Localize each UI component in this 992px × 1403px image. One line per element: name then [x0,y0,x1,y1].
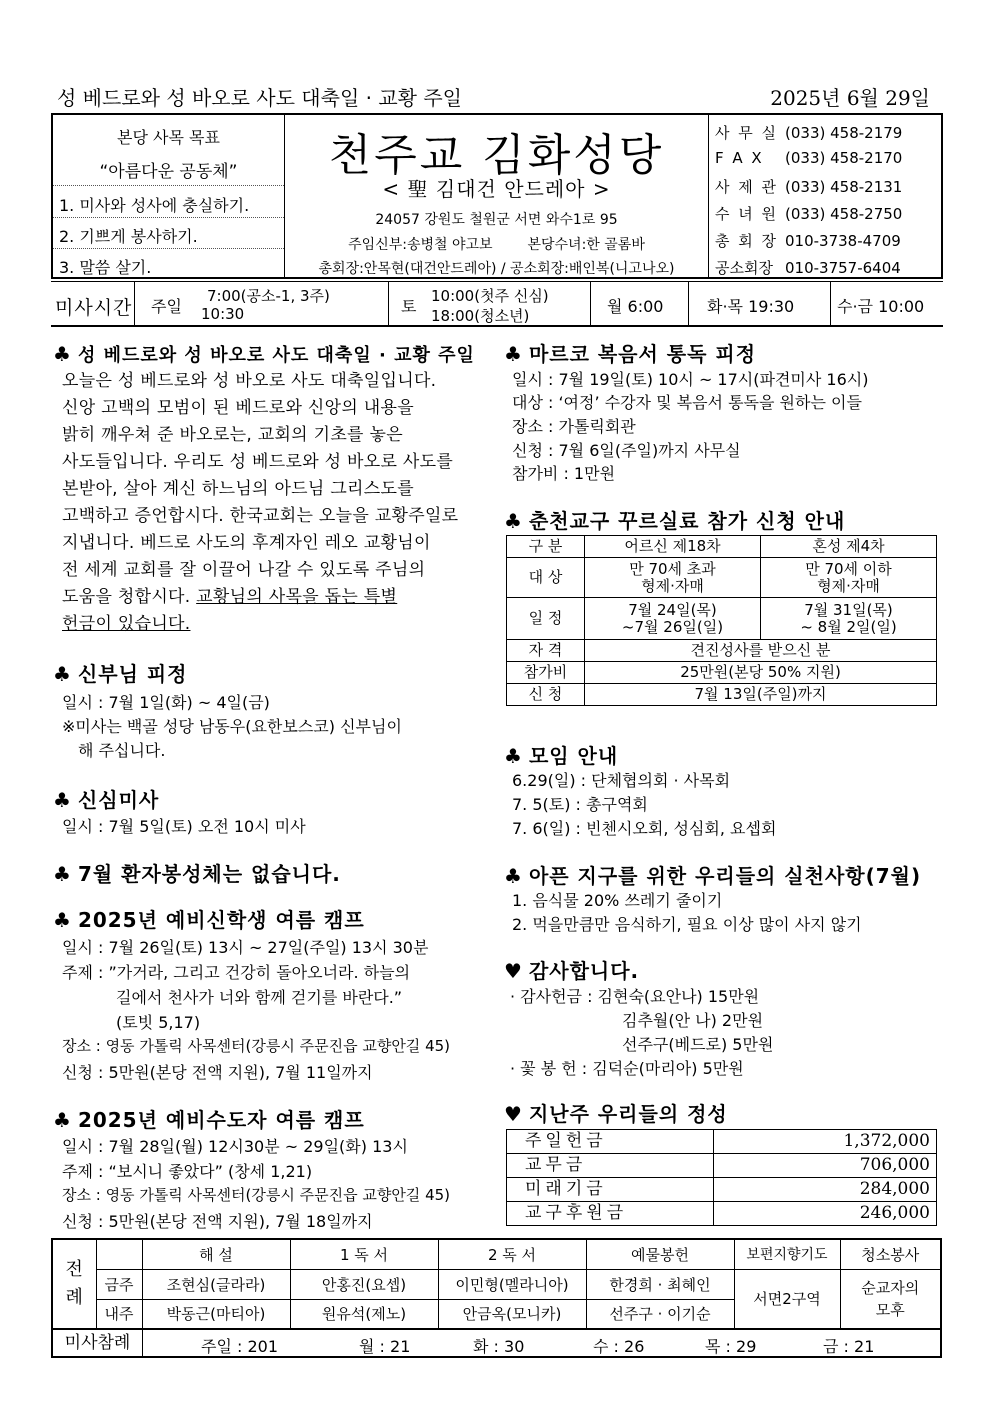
offering-value: 1,372,000 [714,1130,937,1154]
service-cell: 원유석(제노) [290,1299,438,1329]
section-title-devotion: ♣ 신심미사 [53,788,160,812]
sunday-time-2: 10:30 [201,305,245,323]
club-icon: ♣ [504,744,523,768]
table-row-label: 대 상 [507,558,585,598]
camp-apply: 신청 : 5만원(본당 전액 지원), 7월 11일까지 [62,1063,373,1082]
contact-number: (033) 458-2750 [785,205,903,223]
club-icon: ♣ [53,1108,72,1132]
table-header: 구 분 [507,536,585,558]
earth-item: 2. 먹을만큼만 음식하기, 필요 이상 많이 사지 않기 [512,915,862,934]
goal-divider [53,248,284,249]
contact-number: (033) 458-2170 [785,149,903,167]
retreat-date: 일시 : 7월 1일(화) ~ 4일(금) [62,693,270,712]
saturday-time-2: 18:00(청소년) [431,307,530,325]
paragraph-line: 본받아, 살아 계신 하느님의 아드님 그리스도를 [62,479,414,499]
paragraph-line: 신앙 고백의 모범이 된 베드로와 신앙의 내용을 [62,398,414,418]
camp-theme: 길에서 천사가 너와 함께 걷기를 바란다.” [116,988,403,1007]
wed-fri-mass [831,282,939,325]
attendance-sunday: 주일 : 201 [201,1337,279,1356]
service-cell: 한경희 · 최혜인 [586,1269,734,1299]
tue-thu-mass [689,282,831,325]
offering-label: 교구후원금 [507,1202,714,1226]
attendance-label: 미사참례 [53,1329,143,1356]
retreat-note: 해 주십니다. [78,741,166,760]
section-title-offering: ♥ 지난주 우리들의 정성 [504,1102,728,1126]
club-icon: ♣ [53,342,72,366]
contact-label: F A X [715,149,764,167]
thanks-item: 선주구(베드로) 5만원 [622,1035,774,1054]
earth-item: 1. 음식물 20% 쓰레기 줄이기 [512,891,723,910]
contact-label: 공소회장 [715,259,773,277]
goal-slogan: “아름다운 공동체” [99,162,238,182]
camp-theme: (토빗 5,17) [116,1013,201,1032]
mass-attendance [51,1328,942,1358]
mark-info: 대상 : ‘여정’ 수강자 및 복음서 통독을 원하는 이들 [512,393,862,412]
saturday-mass [389,282,591,325]
contact-row [715,230,901,251]
offering-value: 706,000 [714,1154,937,1178]
monday-time: 월 6:00 [607,297,664,316]
table-header: 1 독 서 [290,1239,438,1269]
mass-times-label-cell [51,282,135,325]
table-header: 해 설 [142,1239,290,1269]
heart-icon: ♥ [504,1102,523,1126]
council-presidents: 총회장:안목현(대건안드레아) / 공소회장:배인복(니고나오) [318,261,675,277]
mark-info: 장소 : 가톨릭회관 [512,417,636,436]
pastoral-goals [53,115,285,277]
paragraph-line: 고백하고 증언합시다. 한국교회는 오늘을 교황주일로 [62,506,459,526]
section-title-thanks: ♥ 감사합니다. [504,959,640,983]
service-cell: 박동근(마티아) [142,1299,290,1329]
thanks-item: · 감사헌금 : 김현숙(요안나) 15만원 [510,987,760,1006]
club-icon: ♣ [53,862,72,886]
blank-cell [96,1239,142,1269]
cursillo-table [506,535,937,706]
contact-row [715,203,902,224]
section-title-religious-camp: ♣ 2025년 예비수도자 여름 캠프 [53,1108,365,1132]
goal-item: 3. 말씀 살기. [59,258,152,277]
special-collection-notice: 헌금이 있습니다. [62,614,191,634]
paragraph-line: 전 세계 교회를 잘 이끌어 나갈 수 있도록 주님의 [62,560,426,580]
retreat-note: ※미사는 백골 성당 남동우(요한보스코) 신부님이 [62,717,402,736]
contact-label: 총 회 장 [715,232,779,250]
paragraph-line: 밝히 깨우쳐 준 바오로는, 교회의 기초를 놓은 [62,425,403,445]
table-cell: 25만원(본당 50% 지원) [585,662,937,684]
feast-title-top: 성 베드로와 성 바오로 사도 대축일 · 교황 주일 [57,86,462,110]
section-title-earth: ♣ 아픈 지구를 위한 우리들의 실천사항(7월) [504,864,922,888]
offering-label: 주일헌금 [507,1130,714,1154]
clergy-info [285,234,708,254]
mass-times [51,281,943,327]
table-header: 청소봉사 [840,1239,941,1269]
table-header: 보편지향기도 [734,1239,840,1269]
table-header: 2 독 서 [438,1239,586,1269]
camp-theme: 주제 : “보시니 좋았다” (창세 1,21) [62,1162,313,1181]
saturday-label: 토 [401,297,417,316]
church-name: 천주교 김화성당 [328,130,665,181]
sunday-label: 주일 [151,297,182,316]
service-cell: 안홍진(요셉) [290,1269,438,1299]
section-title-cursillo: ♣ 춘천교구 꾸르실료 참가 신청 안내 [504,509,846,533]
section-title-mark-retreat: ♣ 마르코 복음서 통독 피정 [504,342,757,366]
church-info [285,115,709,277]
pastor: 주임신부:송병철 야고보 [348,237,493,253]
service-cell: 안금옥(모니카) [438,1299,586,1329]
club-icon: ♣ [53,788,72,812]
church-address: 24057 강원도 철원군 서면 와수1로 95 [375,212,618,228]
table-header: 어르신 제18차 [585,536,761,558]
monday-mass [591,282,689,325]
table-row-label: 일 정 [507,598,585,640]
feast-paragraph [62,368,458,638]
meeting-item: 7. 6(일) : 빈첸시오회, 성심회, 요셉회 [512,819,777,838]
club-icon: ♣ [504,509,523,533]
service-cell: 선주구 · 이기순 [586,1299,734,1329]
bulletin-header [51,113,943,279]
table-cell: 만 70세 초과 형제·자매 [585,558,761,598]
section-title-feast: ♣ 성 베드로와 성 바오로 사도 대축일 · 교황 주일 [53,342,475,366]
thanks-item: · 꽃 봉 헌 : 김덕순(마리아) 5만원 [510,1059,744,1078]
service-cell: 이민형(멜라니아) [438,1269,586,1299]
sunday-time-1: 7:00(공소-1, 3주) [207,287,330,305]
table-cell: 견진성사를 받으신 분 [585,640,937,662]
table-header: 예물봉헌 [586,1239,734,1269]
sunday-mass [135,282,389,325]
club-icon: ♣ [504,342,523,366]
table-row-label: 신 청 [507,684,585,706]
contact-label: 수 녀 원 [715,205,779,223]
section-title-meetings: ♣ 모임 안내 [504,744,619,768]
goal-divider [53,217,284,218]
contact-number: 010-3757-6404 [785,259,901,277]
mass-times-label: 미사시간 [55,297,133,319]
service-cell: 조현심(글라라) [142,1269,290,1299]
devotion-date: 일시 : 7월 5일(토) 오전 10시 미사 [62,817,306,836]
sister: 본당수녀:한 골롬바 [527,237,645,253]
contact-row [715,257,901,278]
club-icon: ♣ [53,908,72,932]
table-cell: 7월 31일(목) ~ 8월 2일(일) [761,598,937,640]
camp-date: 일시 : 7월 28일(월) 12시30분 ~ 29일(화) 13시 [62,1137,408,1156]
camp-apply: 신청 : 5만원(본당 전액 지원), 7월 18일까지 [62,1212,373,1231]
goal-divider [53,185,284,186]
contact-label: 사 제 관 [715,178,779,196]
attendance-tuesday: 화 : 30 [473,1337,525,1356]
mark-info: 일시 : 7월 19일(토) 10시 ~ 17시(파견미사 16시) [512,370,869,389]
attendance-monday: 월 : 21 [359,1337,411,1356]
heart-icon: ♥ [504,959,523,983]
prayer-cell: 서면2구역 [734,1269,840,1329]
contact-label: 사 무 실 [715,124,779,142]
meeting-item: 7. 5(토) : 총구역회 [512,795,648,814]
contact-row [715,122,902,143]
week-label: 내주 [96,1299,142,1329]
table-header: 혼성 제4차 [761,536,937,558]
section-title-seminary-camp: ♣ 2025년 예비신학생 여름 캠프 [53,908,365,932]
contacts [709,115,941,277]
offering-label: 교무금 [507,1154,714,1178]
paragraph-line: 지냅니다. 베드로 사도의 후계자인 레오 교황님이 [62,533,431,553]
table-row-label: 자 격 [507,640,585,662]
mark-info: 신청 : 7월 6일(주일)까지 사무실 [512,441,741,460]
mark-info: 참가비 : 1만원 [512,464,616,483]
bulletin-date: 2025년 6월 29일 [770,86,930,110]
contact-row [715,149,902,167]
week-label: 금주 [96,1269,142,1299]
liturgy-rowhead: 전례 [52,1239,96,1329]
goal-item: 2. 기쁘게 봉사하기. [59,227,198,246]
offering-label: 미래기금 [507,1178,714,1202]
offering-table [506,1129,937,1226]
paragraph-line: 오늘은 성 베드로와 성 바오로 사도 대축일입니다. [62,371,437,391]
section-title-sick: ♣ 7월 환자봉성체는 없습니다. [53,862,341,886]
attendance-wednesday: 수 : 26 [593,1337,645,1356]
goal-item: 1. 미사와 성사에 충실하기. [59,196,250,215]
attendance-thursday: 목 : 29 [705,1337,757,1356]
table-cell: 7월 13일(주일)까지 [585,684,937,706]
church-patron: < 聖 김대건 안드레아 > [382,177,611,201]
camp-place: 장소 : 영동 가톨릭 사목센터(강릉시 주문진읍 교향안길 45) [62,1186,451,1204]
liturgy-service-table [51,1238,942,1330]
club-icon: ♣ [53,662,72,686]
saturday-time-1: 10:00(첫주 신심) [431,287,549,305]
table-row-label: 참가비 [507,662,585,684]
section-title-retreat: ♣ 신부님 피정 [53,662,188,686]
cleaning-cell: 순교자의 모후 [840,1269,941,1329]
camp-place: 장소 : 영동 가톨릭 사목센터(강릉시 주문진읍 교향안길 45) [62,1037,451,1055]
offering-value: 246,000 [714,1202,937,1226]
camp-theme: 주제 : ”가거라, 그리고 건강히 돌아오너라. 하늘의 [62,963,411,982]
tue-thu-time: 화·목 19:30 [707,297,795,316]
contact-row [715,176,902,197]
paragraph-line: 사도들입니다. 우리도 성 베드로와 성 바오로 사도를 [62,452,454,472]
offering-value: 284,000 [714,1178,937,1202]
table-cell: 만 70세 이하 형제·자매 [761,558,937,598]
attendance-friday: 금 : 21 [823,1337,875,1356]
wed-fri-time: 수·금 10:00 [837,297,925,316]
paragraph-line: 도움을 청합시다. 교황님의 사목을 돕는 특별 [62,587,398,607]
club-icon: ♣ [504,864,523,888]
table-cell: 7월 24일(목) ~7월 26일(일) [585,598,761,640]
goal-title: 본당 사목 목표 [117,128,220,147]
contact-number: (033) 458-2179 [785,124,903,142]
special-collection-notice: 교황님의 사목을 돕는 특별 [196,587,398,607]
meeting-item: 6.29(일) : 단체협의회 · 사목회 [512,771,731,790]
thanks-item: 김추월(안 나) 2만원 [622,1011,764,1030]
contact-number: (033) 458-2131 [785,178,903,196]
contact-number: 010-3738-4709 [785,232,901,250]
camp-date: 일시 : 7월 26일(토) 13시 ~ 27일(주일) 13시 30분 [62,938,429,957]
